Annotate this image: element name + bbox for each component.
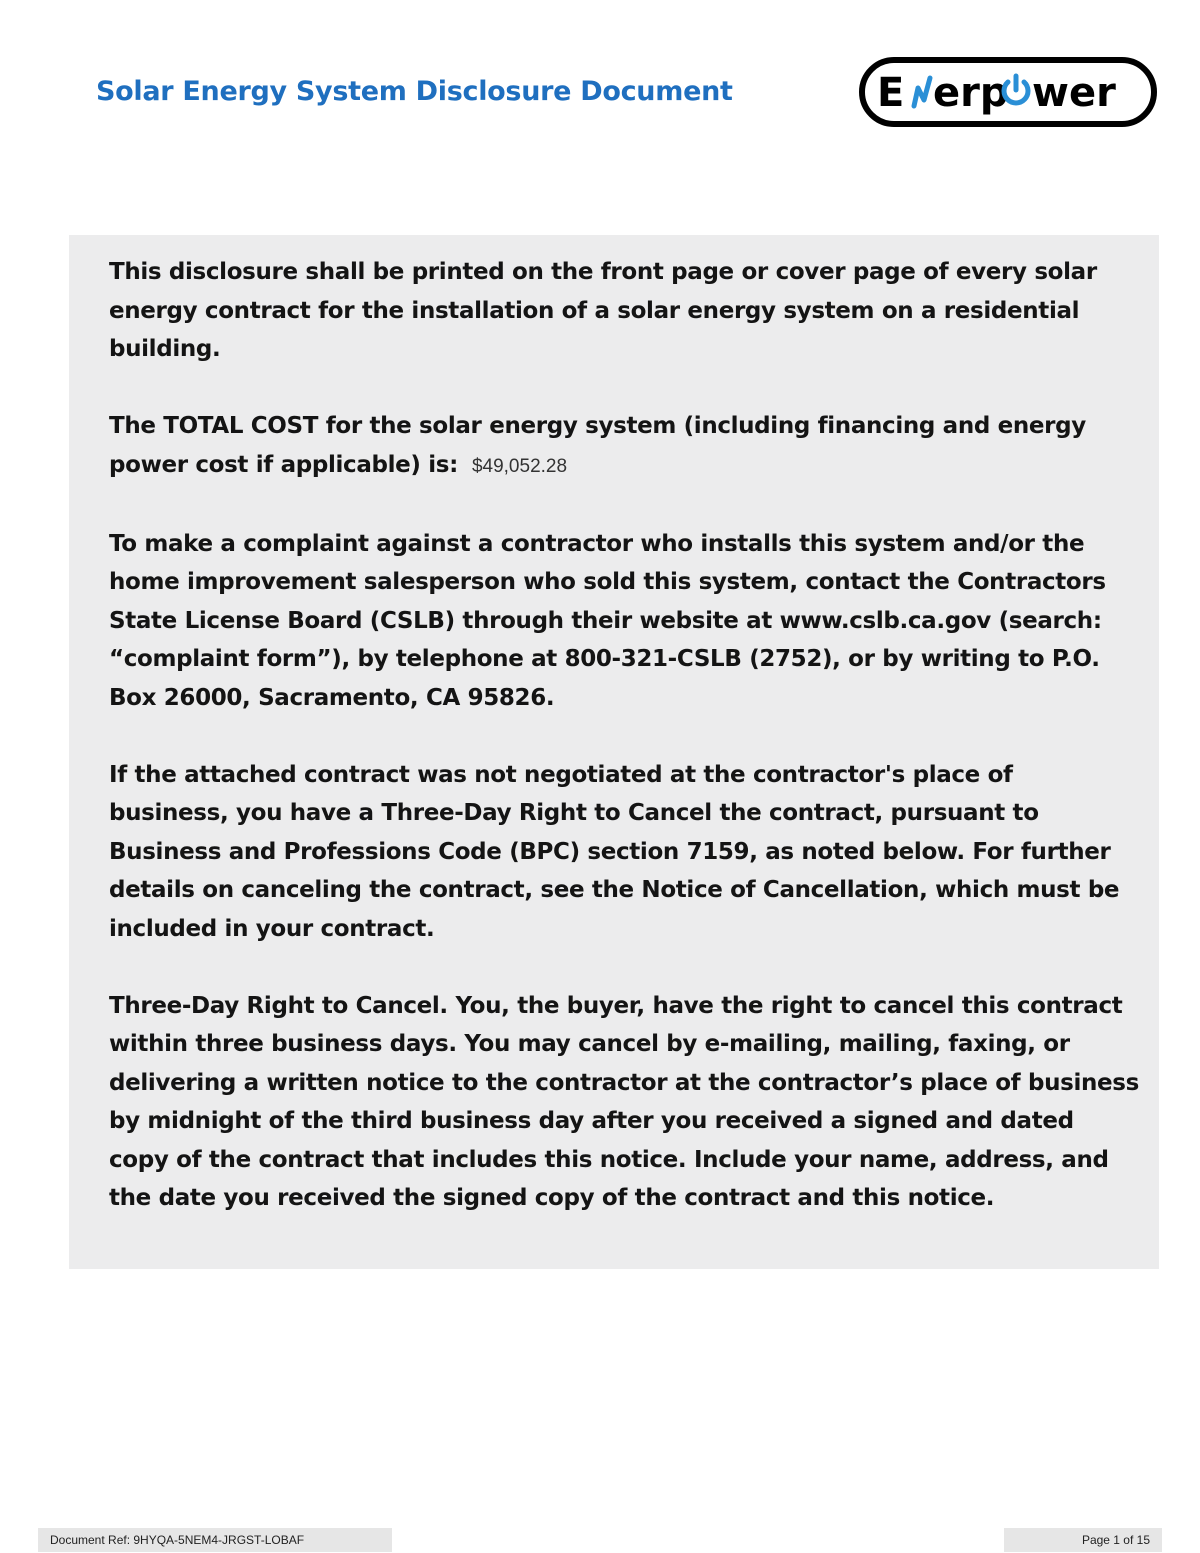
- page-number: Page 1 of 15: [1004, 1528, 1162, 1552]
- disclosure-intro: This disclosure shall be printed on the front page or cover page of every solar energy contract for the installation of a solar energy system on a residential building.: [109, 259, 1097, 362]
- page-title: Solar Energy System Disclosure Document: [96, 76, 733, 107]
- document-ref: Document Ref: 9HYQA-5NEM4-JRGST-LOBAF: [38, 1528, 392, 1552]
- svg-text:erp: erp: [933, 70, 1009, 116]
- total-cost-label: The TOTAL COST for the solar energy system (including financing and energy power cost if applicable) is:: [109, 413, 1086, 478]
- total-cost-statement: [109, 407, 1139, 486]
- complaint-info: To make a complaint against a contractor who installs this system and/or the home improvement salesperson who sold this system, contact the Contractors State License Board (CSLB) through their website at www.cslb.ca.gov (search: “complaint form”), by telephone at 800-321-CSLB (2752), or by writing to P.O. Box 26000, Sacramento, CA 95826.: [109, 530, 1106, 711]
- svg-text:wer: wer: [1032, 70, 1116, 116]
- disclosure-box: [69, 235, 1159, 1269]
- three-day-right-notice: Three-Day Right to Cancel. You, the buyer, have the right to cancel this contract within three business days. You may cancel by e-mailing, mailing, faxing, or delivering a written notice to the contractor at the contractor’s place of business by midnight of the third business day after you received a signed and dated copy of the contract that includes this notice. Include your name, address, and the date you received the signed copy of the contract and this notice.: [109, 992, 1139, 1211]
- enerpower-logo: [858, 56, 1158, 128]
- total-cost-value: $49,052.28: [471, 455, 568, 477]
- cancellation-info: If the attached contract was not negotiated at the contractor's place of business, you have a Three-Day Right to Cancel the contract, pursuant to Business and Professions Code (BPC) section 7159, as noted below. For further details on canceling the contract, see the Notice of Cancellation, which must be included in your contract.: [109, 761, 1120, 942]
- svg-text:E: E: [877, 70, 905, 116]
